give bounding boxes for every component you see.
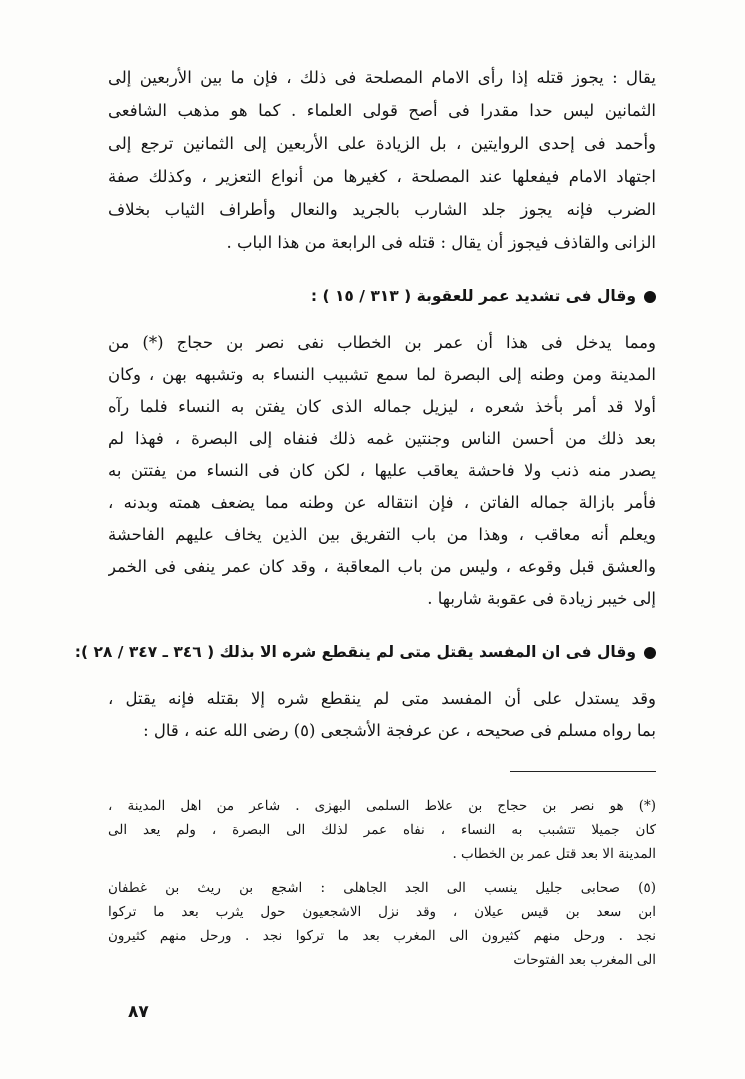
section-heading-1-text: وقال فى تشديد عمر للعقوبة ( ٣١٣ / ١٥ ) : (310, 287, 636, 305)
paragraph-1-line: اجتهاد الامام فيفعلها عند المصلحة ، كغيرها من أنواع التعزير ، وكذلك صفة (108, 167, 656, 186)
paragraph-2-line: إلى خيبر زيادة فى عقوبة شاربها . (427, 589, 656, 608)
section-heading-1 (280, 282, 656, 310)
paragraph-2-line: ويعلم أنه معاقب ، وهذا من باب التفريق بين الذين يخاف عليهم الفاحشة (108, 525, 656, 544)
bullet-icon (644, 647, 656, 659)
paragraph-2-line: فأمر بازالة جماله الفاتن ، فإن انتقاله عن وطنه مما يضعف همته وبدنه ، (108, 493, 656, 512)
paragraph-1-line: وأحمد فى إحدى الروايتين ، بل الزيادة على الأربعين إلى الثمانين ترجع إلى (108, 134, 656, 153)
section-heading-2 (74, 638, 656, 666)
paragraph-3-line: وقد يستدل على أن المفسد متى لم ينقطع شره إلا بقتله فإنه يقتل ، (108, 689, 656, 708)
footnote-1-line: (*) هو نصر بن حجاج بن علاط السلمى البهزى . شاعر من اهل المدينة ، (108, 798, 656, 814)
section-heading-2-text: وقال فى ان المفسد يقتل متى لم ينقطع شره الا بذلك ( ٣٤٦ ـ ٣٤٧ / ٢٨ ): (74, 643, 636, 661)
footnote-2-line: ابن سعد بن قيس عيلان ، وقد نزل الاشجعيون حول يثرب بعد ما تركوا (108, 904, 656, 920)
paragraph-1-line: يقال : يجوز قتله إذا رأى الامام المصلحة فى ذلك ، فإن ما بين الأربعين إلى (108, 68, 656, 87)
paragraph-3-line: بما رواه مسلم فى صحيحه ، عن عرفجة الأشجعى (٥) رضى الله عنه ، قال : (143, 721, 656, 740)
footnote-1-line: المدينة الا بعد قتل عمر بن الخطاب . (452, 846, 656, 862)
page-number: ٨٧ (128, 1002, 149, 1022)
paragraph-2-line: يصدر منه ذنب ولا فاحشة يعاقب عليها ، لكن كان فى النساء من يفتتن به (108, 461, 656, 480)
footnote-2-line: نجد . ورحل منهم كثيرون الى المغرب بعد ما تركوا نجد . ورحل منهم كثيرون (108, 928, 656, 944)
paragraph-1-line: الثمانين ليس حدا مقدرا فى أصح قولى العلماء . كما هو مذهب الشافعى (108, 101, 656, 120)
footnote-separator (510, 771, 656, 772)
paragraph-2-line: ومما يدخل فى هذا أن عمر بن الخطاب نفى نصر بن حجاج (*) من (108, 333, 656, 352)
footnote-2-line: (٥) صحابى جليل ينسب الى الجد الجاهلى : اشجع بن ريث بن غطفان (108, 880, 656, 896)
paragraph-2-line: والعشق قبل وقوعه ، وليس من باب المعاقبة ، وقد كان عمر ينفى فى الخمر (108, 557, 656, 576)
bullet-icon (644, 291, 656, 303)
paragraph-1-line: الزانى والقاذف فيجوز أن يقال : قتله فى الرابعة من هذا الباب . (226, 233, 656, 252)
footnote-1-line: كان جميلا تتشبب به النساء ، نفاه عمر لذلك الى البصرة ، ولم يعد الى (108, 822, 656, 838)
paragraph-2-line: بعد ذلك من أحسن الناس وجنتين غمه ذلك فنفاه إلى البصرة ، فهذا لم (108, 429, 656, 448)
footnote-2-line: الى المغرب بعد الفتوحات (513, 952, 656, 968)
paragraph-2-line: المدينة ومن وطنه إلى البصرة لما سمع تشبيب النساء به وتشبهه بهن ، وكان (108, 365, 656, 384)
paragraph-1-line: الضرب فإنه يجوز جلد الشارب بالجريد والنعال وأطراف الثياب بخلاف (108, 200, 656, 219)
paragraph-2-line: أولا قد أمر بأخذ شعره ، ليزيل جماله الذى كان يفتن به النساء فلما رآه (108, 397, 656, 416)
